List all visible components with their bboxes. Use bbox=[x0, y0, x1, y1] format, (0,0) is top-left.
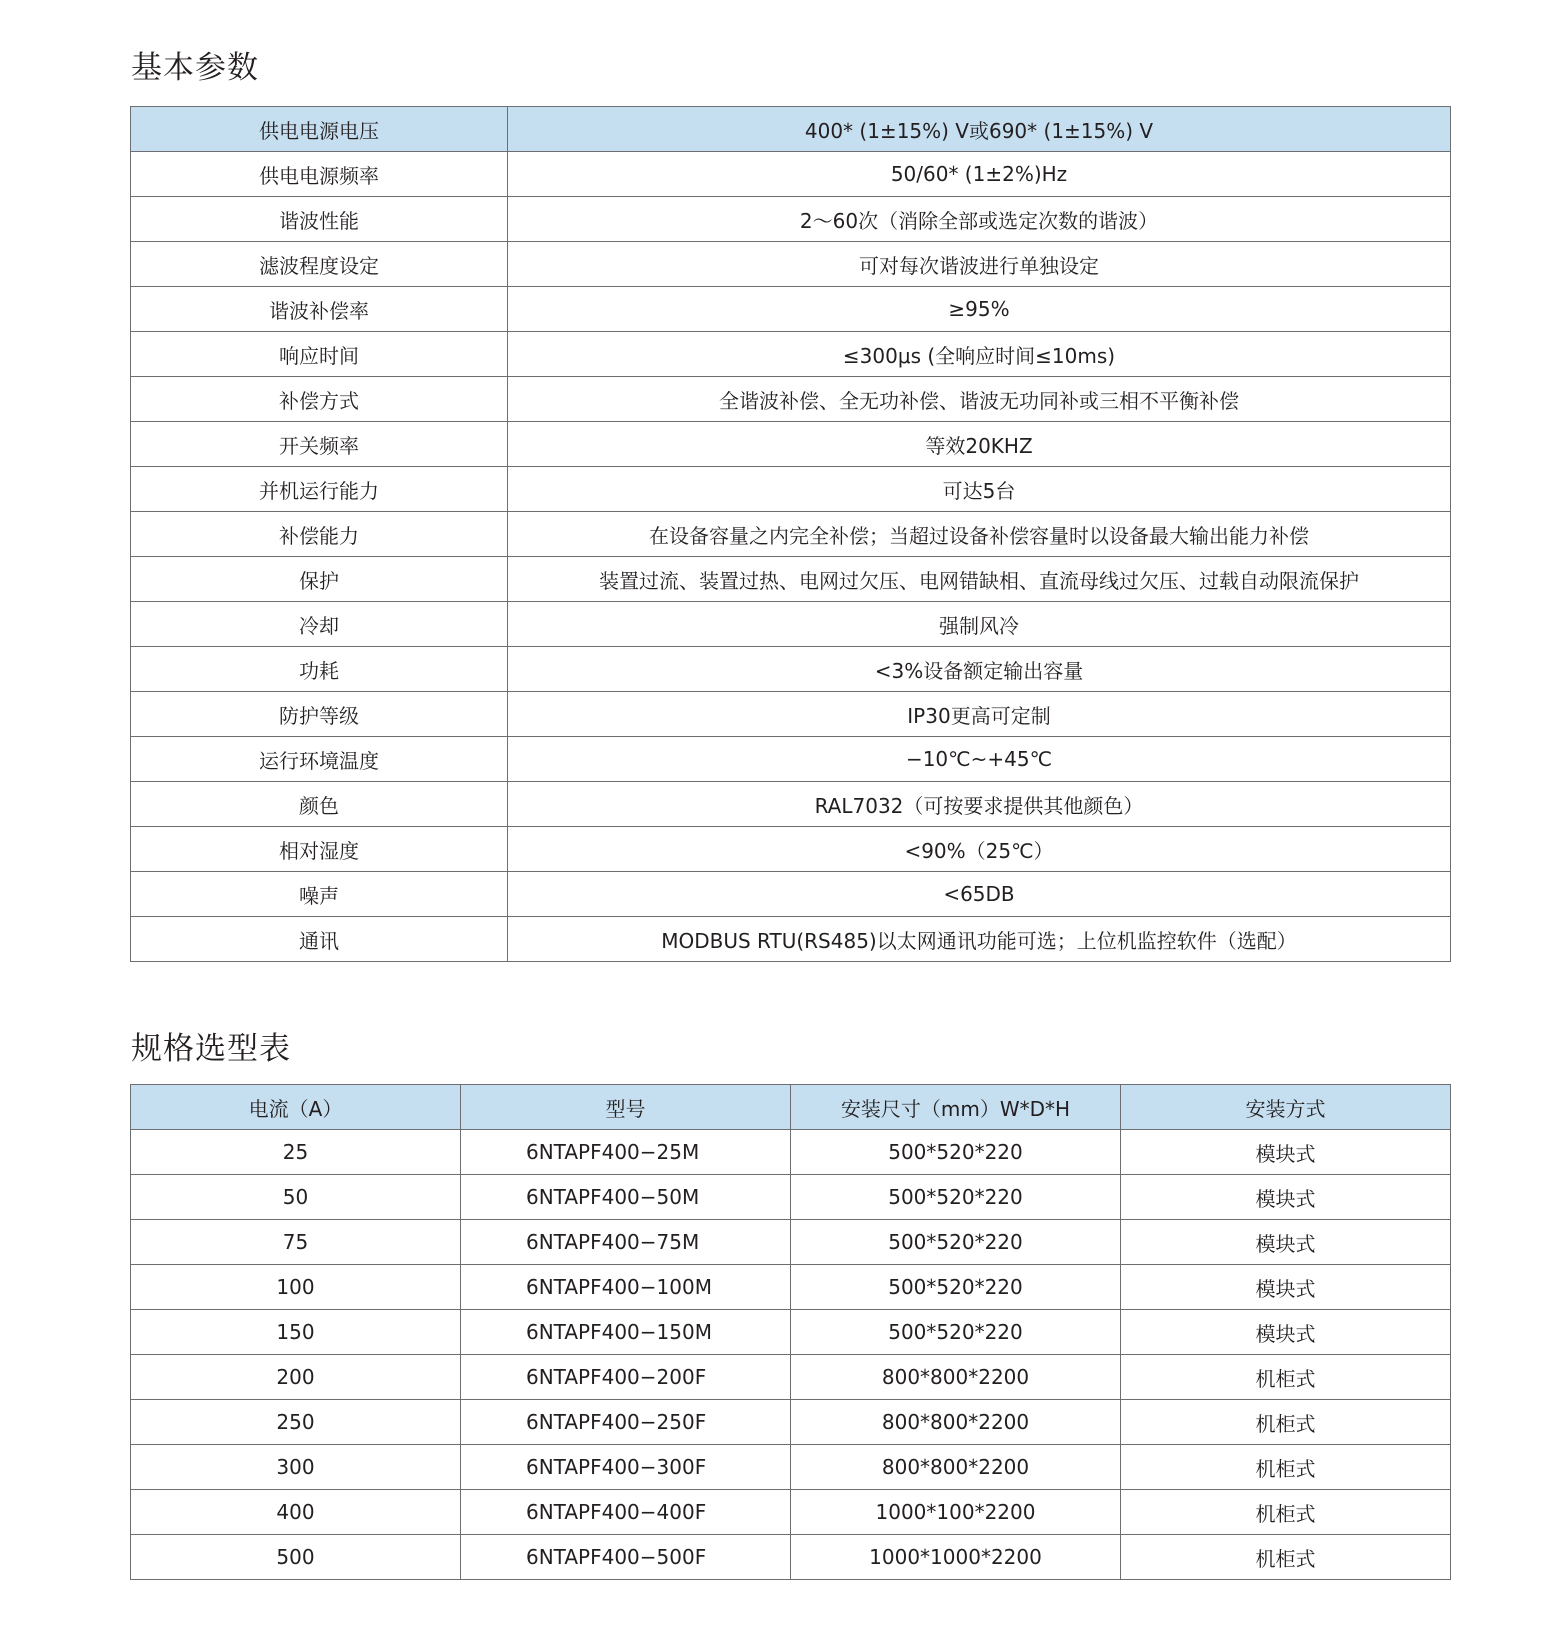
spec-row bbox=[131, 1310, 1451, 1355]
spec-table-title: 规格选型表 bbox=[131, 1031, 291, 1067]
param-value: 等效20KHZ bbox=[508, 422, 1451, 467]
param-value: 装置过流、装置过热、电网过欠压、电网错缺相、直流母线过欠压、过载自动限流保护 bbox=[508, 557, 1451, 602]
param-value: 在设备容量之内完全补偿；当超过设备补偿容量时以设备最大输出能力补偿 bbox=[508, 512, 1451, 557]
cell-mount-type: 模块式 bbox=[1121, 1265, 1451, 1310]
param-row bbox=[131, 422, 1451, 467]
param-value: 全谐波补偿、全无功补偿、谐波无功同补或三相不平衡补偿 bbox=[508, 377, 1451, 422]
cell-current: 50 bbox=[131, 1175, 461, 1220]
param-label: 谐波补偿率 bbox=[131, 287, 508, 332]
param-row bbox=[131, 197, 1451, 242]
spec-row bbox=[131, 1265, 1451, 1310]
param-label: 响应时间 bbox=[131, 332, 508, 377]
cell-mount-type: 机柜式 bbox=[1121, 1355, 1451, 1400]
param-row bbox=[131, 917, 1451, 962]
cell-current: 200 bbox=[131, 1355, 461, 1400]
cell-current: 500 bbox=[131, 1535, 461, 1580]
param-label: 滤波程度设定 bbox=[131, 242, 508, 287]
cell-current: 25 bbox=[131, 1130, 461, 1175]
cell-dimensions: 800*800*2200 bbox=[791, 1355, 1121, 1400]
param-value: ≤300μs (全响应时间≤10ms) bbox=[508, 332, 1451, 377]
spec-row bbox=[131, 1535, 1451, 1580]
param-value: 强制风冷 bbox=[508, 602, 1451, 647]
param-label: 运行环境温度 bbox=[131, 737, 508, 782]
cell-dimensions: 500*520*220 bbox=[791, 1265, 1121, 1310]
cell-dimensions: 1000*1000*2200 bbox=[791, 1535, 1121, 1580]
cell-model: 6NTAPF400−150M bbox=[461, 1310, 791, 1355]
header-current: 电流（A） bbox=[131, 1085, 461, 1130]
cell-model: 6NTAPF400−100M bbox=[461, 1265, 791, 1310]
param-row bbox=[131, 557, 1451, 602]
cell-current: 100 bbox=[131, 1265, 461, 1310]
param-row bbox=[131, 242, 1451, 287]
spec-row bbox=[131, 1175, 1451, 1220]
spec-row bbox=[131, 1445, 1451, 1490]
param-row bbox=[131, 377, 1451, 422]
param-row bbox=[131, 152, 1451, 197]
spec-row bbox=[131, 1400, 1451, 1445]
param-value: <90%（25℃） bbox=[508, 827, 1451, 872]
param-value: 可达5台 bbox=[508, 467, 1451, 512]
param-label: 颜色 bbox=[131, 782, 508, 827]
cell-dimensions: 500*520*220 bbox=[791, 1220, 1121, 1265]
cell-model: 6NTAPF400−400F bbox=[461, 1490, 791, 1535]
param-label: 谐波性能 bbox=[131, 197, 508, 242]
param-label: 补偿能力 bbox=[131, 512, 508, 557]
cell-model: 6NTAPF400−300F bbox=[461, 1445, 791, 1490]
cell-current: 300 bbox=[131, 1445, 461, 1490]
param-row bbox=[131, 332, 1451, 377]
cell-mount-type: 模块式 bbox=[1121, 1310, 1451, 1355]
cell-dimensions: 1000*100*2200 bbox=[791, 1490, 1121, 1535]
spec-row bbox=[131, 1355, 1451, 1400]
cell-mount-type: 机柜式 bbox=[1121, 1535, 1451, 1580]
cell-model: 6NTAPF400−25M bbox=[461, 1130, 791, 1175]
cell-model: 6NTAPF400−50M bbox=[461, 1175, 791, 1220]
param-row bbox=[131, 647, 1451, 692]
cell-dimensions: 800*800*2200 bbox=[791, 1400, 1121, 1445]
param-label: 补偿方式 bbox=[131, 377, 508, 422]
param-label: 功耗 bbox=[131, 647, 508, 692]
param-value: IP30更高可定制 bbox=[508, 692, 1451, 737]
cell-model: 6NTAPF400−200F bbox=[461, 1355, 791, 1400]
header-dimensions: 安装尺寸（mm）W*D*H bbox=[791, 1085, 1121, 1130]
param-value: 可对每次谐波进行单独设定 bbox=[508, 242, 1451, 287]
header-model: 型号 bbox=[461, 1085, 791, 1130]
cell-dimensions: 500*520*220 bbox=[791, 1175, 1121, 1220]
param-label: 并机运行能力 bbox=[131, 467, 508, 512]
cell-mount-type: 机柜式 bbox=[1121, 1490, 1451, 1535]
cell-current: 75 bbox=[131, 1220, 461, 1265]
param-label: 防护等级 bbox=[131, 692, 508, 737]
cell-mount-type: 模块式 bbox=[1121, 1220, 1451, 1265]
param-label: 通讯 bbox=[131, 917, 508, 962]
param-label: 供电电源频率 bbox=[131, 152, 508, 197]
header-mount-type: 安装方式 bbox=[1121, 1085, 1451, 1130]
spec-header-row bbox=[131, 1085, 1451, 1130]
spec-selection-table bbox=[130, 1084, 1451, 1580]
param-row bbox=[131, 692, 1451, 737]
param-row bbox=[131, 737, 1451, 782]
cell-model: 6NTAPF400−500F bbox=[461, 1535, 791, 1580]
param-row bbox=[131, 782, 1451, 827]
param-value: ≥95% bbox=[508, 287, 1451, 332]
param-row bbox=[131, 827, 1451, 872]
basic-params-table bbox=[130, 106, 1451, 962]
param-label: 开关频率 bbox=[131, 422, 508, 467]
param-label: 冷却 bbox=[131, 602, 508, 647]
param-row bbox=[131, 107, 1451, 152]
cell-dimensions: 500*520*220 bbox=[791, 1130, 1121, 1175]
param-label: 供电电源电压 bbox=[131, 107, 508, 152]
param-value: 2～60次（消除全部或选定次数的谐波） bbox=[508, 197, 1451, 242]
cell-current: 150 bbox=[131, 1310, 461, 1355]
param-label: 保护 bbox=[131, 557, 508, 602]
param-value: 50/60* (1±2%)Hz bbox=[508, 152, 1451, 197]
cell-mount-type: 模块式 bbox=[1121, 1130, 1451, 1175]
param-label: 相对湿度 bbox=[131, 827, 508, 872]
param-row bbox=[131, 287, 1451, 332]
param-value: 400* (1±15%) V或690* (1±15%) V bbox=[508, 107, 1451, 152]
spec-row bbox=[131, 1490, 1451, 1535]
param-row bbox=[131, 512, 1451, 557]
cell-current: 400 bbox=[131, 1490, 461, 1535]
basic-params-title: 基本参数 bbox=[131, 50, 259, 86]
param-value: RAL7032（可按要求提供其他颜色） bbox=[508, 782, 1451, 827]
cell-dimensions: 800*800*2200 bbox=[791, 1445, 1121, 1490]
cell-mount-type: 机柜式 bbox=[1121, 1445, 1451, 1490]
cell-model: 6NTAPF400−75M bbox=[461, 1220, 791, 1265]
param-value: −10℃~+45℃ bbox=[508, 737, 1451, 782]
param-label: 噪声 bbox=[131, 872, 508, 917]
param-row bbox=[131, 872, 1451, 917]
param-row bbox=[131, 467, 1451, 512]
cell-model: 6NTAPF400−250F bbox=[461, 1400, 791, 1445]
cell-current: 250 bbox=[131, 1400, 461, 1445]
cell-dimensions: 500*520*220 bbox=[791, 1310, 1121, 1355]
spec-row bbox=[131, 1220, 1451, 1265]
param-row bbox=[131, 602, 1451, 647]
param-value: <3%设备额定输出容量 bbox=[508, 647, 1451, 692]
param-value: <65DB bbox=[508, 872, 1451, 917]
param-value: MODBUS RTU(RS485)以太网通讯功能可选；上位机监控软件（选配） bbox=[508, 917, 1451, 962]
cell-mount-type: 模块式 bbox=[1121, 1175, 1451, 1220]
cell-mount-type: 机柜式 bbox=[1121, 1400, 1451, 1445]
spec-row bbox=[131, 1130, 1451, 1175]
